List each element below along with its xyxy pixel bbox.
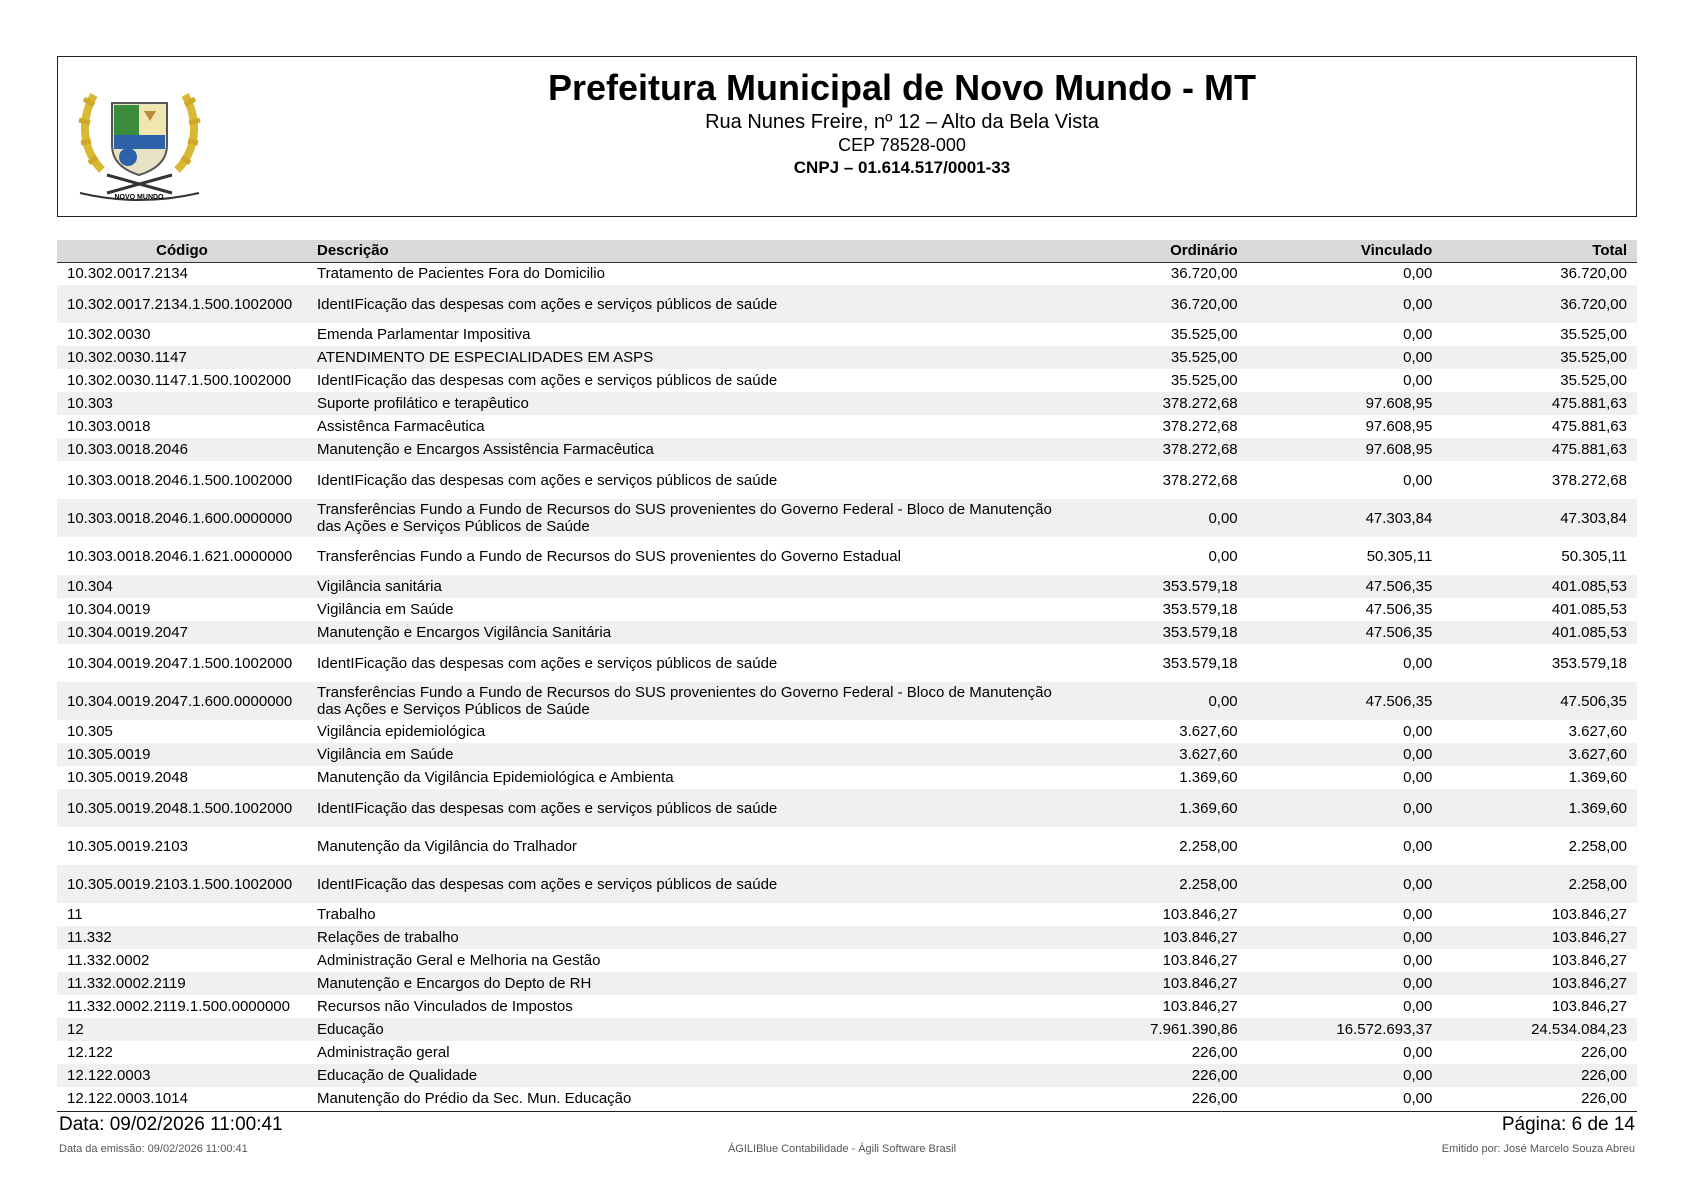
- cell-ordinario: 3.627,60: [1179, 723, 1238, 740]
- cell-ordinario: 378.272,68: [1162, 418, 1238, 435]
- cell-total: 475.881,63: [1551, 418, 1627, 435]
- table-row: [57, 766, 1637, 789]
- cell-ordinario: 353.579,18: [1162, 654, 1238, 672]
- issued-by: Emitido por: José Marcelo Souza Abreu: [1441, 1143, 1635, 1155]
- table-row: [57, 285, 1637, 323]
- cep-line: CEP 78528-000: [838, 135, 966, 155]
- cell-codigo: 10.303.0018.2046.1.600.0000000: [67, 509, 293, 527]
- cell-codigo: 10.304.0019.2047.1.600.0000000: [67, 692, 293, 710]
- table-row: [57, 415, 1637, 438]
- cell-vinculado: 50.305,11: [1366, 547, 1433, 565]
- cell-codigo: 11.332.0002.2119.1.500.0000000: [67, 998, 290, 1015]
- cell-ordinario: 353.579,18: [1162, 601, 1238, 618]
- table-row: [57, 720, 1637, 743]
- cell-total: 47.506,35: [1560, 692, 1627, 710]
- cell-codigo: 10.302.0030.1147.1.500.1002000: [67, 372, 292, 389]
- cell-codigo: 10.305: [67, 723, 113, 740]
- cell-codigo: 11.332.0002: [67, 952, 150, 969]
- cell-total: 378.272,68: [1551, 471, 1627, 489]
- table-row: [57, 346, 1637, 369]
- cell-codigo: 12.122.0003: [67, 1067, 151, 1084]
- cell-codigo: 12.122: [67, 1044, 113, 1061]
- table-row: [57, 392, 1637, 415]
- cell-vinculado: 0,00: [1403, 998, 1433, 1015]
- page-title: Prefeitura Municipal de Novo Mundo - MT: [547, 67, 1256, 108]
- cell-descricao: Tratamento de Pacientes Fora do Domicilio: [317, 265, 605, 283]
- cell-codigo: 10.305.0019.2048: [67, 769, 188, 786]
- cell-vinculado: 0,00: [1403, 326, 1433, 343]
- cell-codigo: 10.303.0018.2046.1.500.1002000: [67, 471, 293, 489]
- cell-ordinario: 35.525,00: [1170, 372, 1238, 389]
- cell-codigo: 10.305.0019: [67, 746, 151, 763]
- cell-total: 103.846,27: [1551, 975, 1627, 992]
- cell-descricao: Administração Geral e Melhoria na Gestão: [317, 952, 601, 969]
- cell-total: 475.881,63: [1551, 395, 1627, 412]
- cell-codigo: 11.332.0002.2119: [67, 975, 186, 992]
- cell-vinculado: 0,00: [1403, 746, 1433, 763]
- cell-descricao: Emenda Parlamentar Impositiva: [317, 326, 531, 343]
- table-row: [57, 789, 1637, 827]
- cell-ordinario: 378.272,68: [1162, 471, 1238, 489]
- cell-codigo: 10.305.0019.2048.1.500.1002000: [67, 799, 293, 817]
- report-header: [57, 56, 1637, 217]
- cell-vinculado: 0,00: [1403, 875, 1433, 893]
- cell-vinculado: 0,00: [1403, 837, 1433, 855]
- expense-table: [57, 240, 1637, 1110]
- table-row: [57, 682, 1637, 720]
- logo-ribbon-text: NOVO MUNDO: [114, 194, 164, 201]
- cell-total: 2.258,00: [1568, 875, 1627, 893]
- cell-vinculado: 0,00: [1403, 952, 1433, 969]
- cell-codigo: 10.303.0018: [67, 418, 151, 435]
- cell-codigo: 10.303: [67, 395, 113, 412]
- cell-vinculado: 47.506,35: [1365, 692, 1433, 710]
- cell-descricao: IdentIFicação das despesas com ações e serviços públicos de saúde: [317, 799, 778, 817]
- cell-vinculado: 97.608,95: [1365, 441, 1433, 458]
- cell-vinculado: 0,00: [1403, 372, 1433, 389]
- cell-codigo: 10.302.0030.1147: [67, 349, 187, 366]
- cell-total: 1.369,60: [1568, 769, 1627, 786]
- address-line: Rua Nunes Freire, nº 12 – Alto da Bela Vista: [705, 111, 1099, 133]
- cell-vinculado: 47.303,84: [1365, 509, 1433, 527]
- cell-vinculado: 47.506,35: [1365, 601, 1433, 618]
- cell-codigo: 12: [67, 1021, 84, 1038]
- cell-descricao: Vigilância epidemiológica: [317, 723, 486, 740]
- cell-vinculado: 0,00: [1403, 654, 1433, 672]
- cell-total: 1.369,60: [1568, 799, 1627, 817]
- cell-descricao: Educação de Qualidade: [317, 1067, 478, 1084]
- cell-total: 401.085,53: [1551, 578, 1627, 595]
- software-credit: ÁGILIBlue Contabilidade - Ágili Software Brasil: [727, 1143, 957, 1155]
- cell-total: 353.579,18: [1551, 654, 1627, 672]
- cell-vinculado: 0,00: [1403, 799, 1433, 817]
- cell-total: 3.627,60: [1568, 723, 1627, 740]
- cnpj-line: CNPJ – 01.614.517/0001-33: [793, 158, 1011, 177]
- table-row: [57, 949, 1637, 972]
- cell-descricao: IdentIFicação das despesas com ações e serviços públicos de saúde: [317, 372, 778, 389]
- cell-ordinario: 353.579,18: [1162, 624, 1238, 641]
- table-row: [57, 972, 1637, 995]
- cell-ordinario: 103.846,27: [1162, 952, 1238, 969]
- table-row: [57, 865, 1637, 903]
- cell-vinculado: 0,00: [1403, 349, 1433, 366]
- cell-ordinario: 35.525,00: [1170, 326, 1238, 343]
- cell-vinculado: 0,00: [1403, 975, 1433, 992]
- cell-total: 103.846,27: [1551, 952, 1627, 969]
- table-row: [57, 1018, 1637, 1041]
- table-row: [57, 995, 1637, 1018]
- table-row: [57, 323, 1637, 346]
- table-body: [57, 262, 1637, 1110]
- cell-descricao: Administração geral: [317, 1044, 450, 1061]
- table-row: [57, 1087, 1637, 1110]
- cell-descricao: Transferências Fundo a Fundo de Recursos do SUS provenientes do Governo Federal - Bloco de Manutenção das Ações e Serviços Públicos de Saúde: [317, 501, 1052, 535]
- cell-descricao: Transferências Fundo a Fundo de Recursos do SUS provenientes do Governo Federal - Bloco de Manutenção das Ações e Serviços Públicos de Saúde: [317, 684, 1052, 718]
- cell-total: 36.720,00: [1560, 265, 1627, 283]
- cell-total: 50.305,11: [1561, 547, 1627, 565]
- table-row: [57, 438, 1637, 461]
- cell-total: 401.085,53: [1551, 601, 1627, 618]
- cell-ordinario: 353.579,18: [1162, 578, 1238, 595]
- cell-descricao: ATENDIMENTO DE ESPECIALIDADES EM ASPS: [317, 349, 654, 366]
- col-header-vinculado: Vinculado: [1248, 240, 1443, 262]
- cell-ordinario: 0,00: [1208, 692, 1238, 710]
- cell-ordinario: 1.369,60: [1179, 769, 1238, 786]
- cell-descricao: Manutenção e Encargos Vigilância Sanitária: [317, 624, 612, 641]
- cell-total: 103.846,27: [1551, 929, 1627, 946]
- footer-date: Data: 09/02/2026 11:00:41: [59, 1114, 283, 1135]
- cell-codigo: 10.304.0019.2047: [67, 624, 188, 641]
- cell-ordinario: 2.258,00: [1179, 875, 1238, 893]
- cell-total: 47.303,84: [1560, 509, 1627, 527]
- cell-vinculado: 97.608,95: [1365, 418, 1433, 435]
- table-row: [57, 621, 1637, 644]
- cell-vinculado: 0,00: [1403, 906, 1433, 923]
- cell-total: 2.258,00: [1568, 837, 1627, 855]
- cell-vinculado: 47.506,35: [1365, 578, 1433, 595]
- cell-ordinario: 378.272,68: [1162, 395, 1238, 412]
- cell-codigo: 10.304.0019: [67, 601, 151, 618]
- cell-ordinario: 0,00: [1208, 509, 1238, 527]
- cell-descricao: Manutenção e Encargos do Depto de RH: [317, 975, 592, 992]
- cell-descricao: IdentIFicação das despesas com ações e serviços públicos de saúde: [317, 471, 778, 489]
- col-header-descricao: Descrição: [307, 240, 1067, 262]
- cell-vinculado: 0,00: [1403, 1067, 1433, 1084]
- cell-vinculado: 0,00: [1403, 1044, 1433, 1061]
- cell-codigo: 11.332: [67, 929, 112, 946]
- cell-ordinario: 103.846,27: [1162, 906, 1238, 923]
- cell-total: 226,00: [1581, 1044, 1627, 1061]
- cell-vinculado: 0,00: [1403, 929, 1433, 946]
- cell-vinculado: 97.608,95: [1365, 395, 1433, 412]
- cell-codigo: 10.302.0017.2134: [67, 265, 188, 283]
- col-header-codigo: Código: [57, 240, 307, 262]
- cell-codigo: 10.303.0018.2046: [67, 441, 188, 458]
- cell-total: 24.534.084,23: [1531, 1021, 1627, 1038]
- cell-total: 401.085,53: [1551, 624, 1627, 641]
- cell-ordinario: 36.720,00: [1170, 295, 1238, 313]
- cell-codigo: 10.304: [67, 578, 113, 595]
- table-row: [57, 575, 1637, 598]
- cell-descricao: Trabalho: [317, 906, 376, 923]
- table-row: [57, 598, 1637, 621]
- table-header-row: [57, 240, 1637, 262]
- table-row: [57, 743, 1637, 766]
- cell-descricao: IdentIFicação das despesas com ações e serviços públicos de saúde: [317, 295, 778, 313]
- cell-total: 103.846,27: [1551, 998, 1627, 1015]
- table-row: [57, 499, 1637, 537]
- table-row: [57, 1064, 1637, 1087]
- cell-codigo: 10.302.0017.2134.1.500.1002000: [67, 295, 293, 313]
- cell-descricao: Recursos não Vinculados de Impostos: [317, 998, 573, 1015]
- cell-descricao: Manutenção da Vigilância Epidemiológica e Ambienta: [317, 769, 674, 786]
- table-row: [57, 537, 1637, 575]
- cell-total: 36.720,00: [1560, 295, 1627, 313]
- cell-codigo: 10.304.0019.2047.1.500.1002000: [67, 654, 293, 672]
- cell-total: 103.846,27: [1551, 906, 1627, 923]
- table-row: [57, 903, 1637, 926]
- cell-descricao: Suporte profilático e terapêutico: [317, 395, 529, 412]
- cell-descricao: Assistênca Farmacêutica: [317, 418, 485, 435]
- cell-ordinario: 3.627,60: [1179, 746, 1238, 763]
- cell-ordinario: 2.258,00: [1179, 837, 1238, 855]
- col-header-total: Total: [1442, 240, 1637, 262]
- cell-descricao: Manutenção da Vigilância do Tralhador: [317, 837, 577, 855]
- emission-date: Data da emissão: 09/02/2026 11:00:41: [59, 1143, 248, 1155]
- cell-codigo: 12.122.0003.1014: [67, 1090, 188, 1107]
- cell-vinculado: 0,00: [1403, 1090, 1433, 1107]
- cell-vinculado: 47.506,35: [1365, 624, 1433, 641]
- cell-ordinario: 378.272,68: [1162, 441, 1238, 458]
- cell-ordinario: 35.525,00: [1170, 349, 1238, 366]
- cell-codigo: 10.303.0018.2046.1.621.0000000: [67, 547, 293, 565]
- cell-vinculado: 0,00: [1403, 295, 1433, 313]
- cell-ordinario: 226,00: [1191, 1067, 1238, 1084]
- cell-ordinario: 1.369,60: [1179, 799, 1238, 817]
- cell-codigo: 11: [67, 906, 83, 923]
- cell-total: 475.881,63: [1551, 441, 1627, 458]
- table-row: [57, 262, 1637, 285]
- cell-ordinario: 36.720,00: [1170, 265, 1238, 283]
- cell-total: 3.627,60: [1568, 746, 1627, 763]
- table-row: [57, 461, 1637, 499]
- cell-ordinario: 7.961.390,86: [1150, 1021, 1238, 1038]
- table-row: [57, 827, 1637, 865]
- cell-total: 35.525,00: [1560, 349, 1627, 366]
- footer-divider: [57, 1111, 1637, 1112]
- cell-total: 35.525,00: [1560, 326, 1627, 343]
- cell-ordinario: 226,00: [1191, 1090, 1238, 1107]
- cell-descricao: Vigilância em Saúde: [317, 746, 454, 763]
- cell-ordinario: 226,00: [1191, 1044, 1238, 1061]
- table-row: [57, 1041, 1637, 1064]
- cell-vinculado: 0,00: [1403, 723, 1433, 740]
- cell-codigo: 10.302.0030: [67, 326, 151, 343]
- cell-ordinario: 103.846,27: [1162, 975, 1238, 992]
- cell-codigo: 10.305.0019.2103.1.500.1002000: [67, 875, 293, 893]
- cell-vinculado: 0,00: [1403, 265, 1433, 283]
- cell-ordinario: 103.846,27: [1162, 998, 1238, 1015]
- cell-descricao: IdentIFicação das despesas com ações e serviços públicos de saúde: [317, 875, 778, 893]
- cell-codigo: 10.305.0019.2103: [67, 837, 188, 855]
- cell-descricao: IdentIFicação das despesas com ações e serviços públicos de saúde: [317, 654, 778, 672]
- cell-vinculado: 0,00: [1403, 471, 1433, 489]
- cell-ordinario: 103.846,27: [1162, 929, 1238, 946]
- cell-total: 226,00: [1581, 1090, 1627, 1107]
- cell-descricao: Transferências Fundo a Fundo de Recursos do SUS provenientes do Governo Estadual: [317, 547, 901, 565]
- cell-descricao: Educação: [317, 1021, 384, 1038]
- cell-total: 35.525,00: [1560, 372, 1627, 389]
- cell-vinculado: 16.572.693,37: [1336, 1021, 1433, 1038]
- cell-total: 226,00: [1581, 1067, 1627, 1084]
- col-header-ordinario: Ordinário: [1067, 240, 1248, 262]
- cell-ordinario: 0,00: [1208, 547, 1238, 565]
- cell-descricao: Manutenção e Encargos Assistência Farmacêutica: [317, 441, 654, 458]
- table-row: [57, 926, 1637, 949]
- table-row: [57, 369, 1637, 392]
- cell-descricao: Relações de trabalho: [317, 929, 459, 946]
- page-number: Página: 6 de 14: [1501, 1114, 1635, 1135]
- table-row: [57, 644, 1637, 682]
- cell-descricao: Manutenção do Prédio da Sec. Mun. Educação: [317, 1090, 632, 1107]
- cell-descricao: Vigilância sanitária: [317, 578, 442, 595]
- cell-vinculado: 0,00: [1403, 769, 1433, 786]
- cell-descricao: Vigilância em Saúde: [317, 601, 454, 618]
